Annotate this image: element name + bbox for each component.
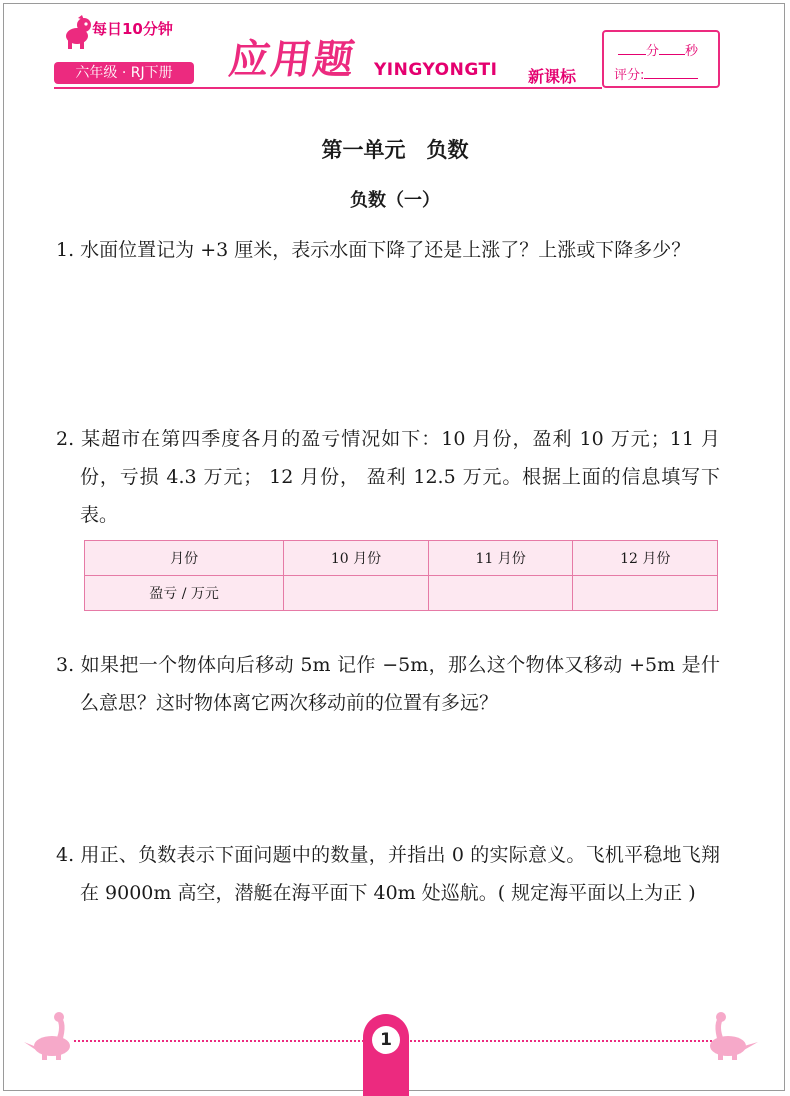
question-2 bbox=[56, 420, 720, 534]
table-header-row bbox=[85, 541, 718, 576]
section-title: 负数（一） bbox=[350, 190, 440, 211]
book-title: 应用题 bbox=[226, 37, 359, 83]
series-logo-text: 每日10分钟 bbox=[92, 20, 173, 38]
table-header-cell: 10 月份 bbox=[284, 541, 429, 576]
table-row bbox=[85, 576, 718, 611]
question-2-text: 2. 某超市在第四季度各月的盈亏情况如下：10 月份，盈利 10 万元；11 月份，亏损 4.3 万元； 12 月份， 盈利 12.5 万元。根据上面的信息填写下表。 bbox=[56, 428, 720, 526]
answer-cell-dec[interactable] bbox=[573, 576, 718, 611]
rating-label: 评分: bbox=[614, 68, 645, 83]
question-4 bbox=[56, 836, 720, 912]
answer-cell-oct[interactable] bbox=[284, 576, 429, 611]
curriculum-label: 新课标 bbox=[528, 67, 577, 86]
time-row bbox=[618, 40, 698, 59]
header-divider bbox=[54, 87, 602, 89]
question-1 bbox=[56, 231, 720, 269]
minutes-label: 分 bbox=[646, 44, 660, 59]
dinosaur-left-icon bbox=[22, 1012, 78, 1062]
page-number: 1 bbox=[372, 1026, 400, 1054]
rating-row bbox=[614, 64, 698, 83]
question-3 bbox=[56, 646, 720, 722]
minutes-blank[interactable] bbox=[618, 42, 646, 55]
seconds-label: 秒 bbox=[685, 44, 699, 59]
unit-title: 第一单元 负数 bbox=[321, 138, 469, 162]
score-box bbox=[602, 30, 720, 88]
table-header-cell: 11 月份 bbox=[428, 541, 573, 576]
question-1-text: 1. 水面位置记为 +3 厘米，表示水面下降了还是上涨了？上涨或下降多少？ bbox=[56, 239, 691, 261]
book-title-pinyin: YINGYONGTI bbox=[374, 60, 498, 80]
pony-logo-icon bbox=[60, 14, 94, 50]
answer-cell-nov[interactable] bbox=[428, 576, 573, 611]
table-row-label: 盈亏 / 万元 bbox=[85, 576, 284, 611]
question-4-text: 4. 用正、负数表示下面问题中的数量，并指出 0 的实际意义。飞机平稳地飞翔在 9000m 高空，潜艇在海平面下 40m 处巡航。( 规定海平面以上为正 ) bbox=[56, 844, 720, 904]
question-3-text: 3. 如果把一个物体向后移动 5m 记作 −5m，那么这个物体又移动 +5m 是什么意思？这时物体离它两次移动前的位置有多远？ bbox=[56, 654, 720, 714]
grade-badge: 六年级 · RJ下册 bbox=[54, 62, 194, 84]
dinosaur-right-icon bbox=[700, 1012, 760, 1062]
table-header-cell: 月份 bbox=[85, 541, 284, 576]
seconds-blank[interactable] bbox=[659, 42, 685, 55]
profit-loss-table bbox=[84, 540, 718, 611]
rating-blank[interactable] bbox=[644, 66, 698, 79]
table-header-cell: 12 月份 bbox=[573, 541, 718, 576]
